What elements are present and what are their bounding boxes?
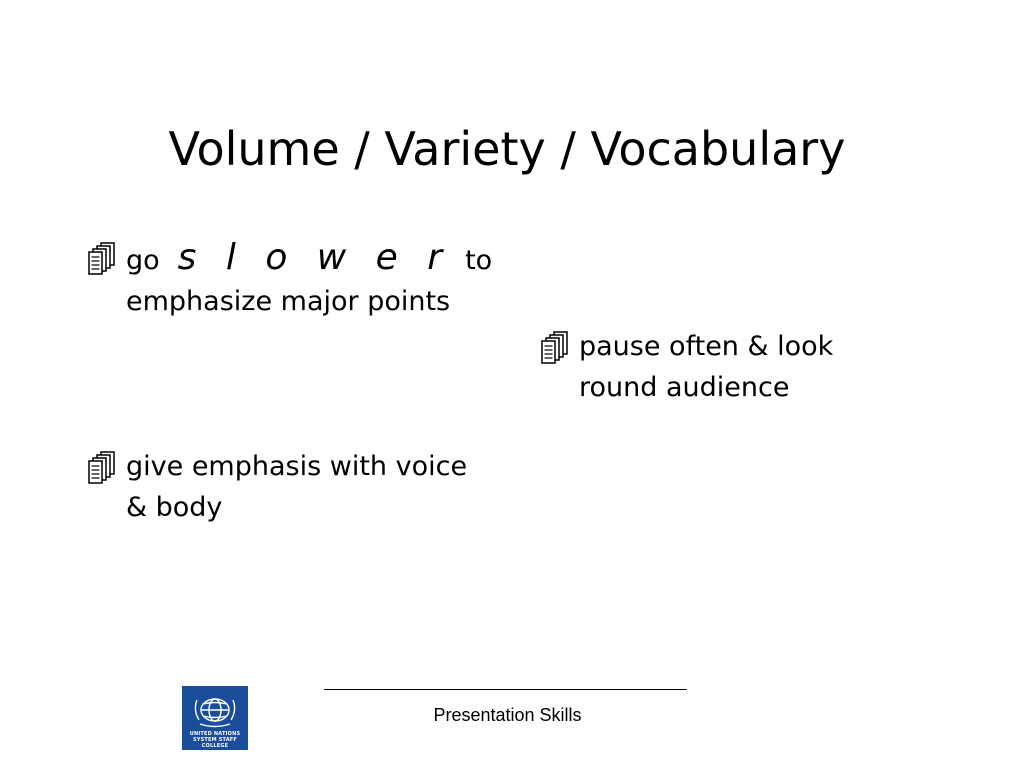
bullet-line-1: pause often & look bbox=[579, 331, 834, 362]
bullet-text-continuation: emphasize major points bbox=[126, 286, 451, 317]
stacked-pages-icon bbox=[88, 450, 118, 484]
footer-divider bbox=[324, 689, 687, 690]
bullet-line-1: give emphasis with voice bbox=[126, 451, 468, 482]
slide-title: Volume / Variety / Vocabulary bbox=[168, 122, 846, 176]
bullet-pause-often bbox=[579, 326, 889, 408]
un-staff-college-logo bbox=[182, 686, 248, 750]
logo-text-line-1: UNITED NATIONS bbox=[189, 731, 241, 737]
bullet-text-prefix: go bbox=[126, 245, 160, 276]
globe-emblem-icon bbox=[182, 686, 248, 732]
stacked-pages-icon bbox=[541, 330, 571, 364]
bullet-text-suffix: to bbox=[465, 245, 493, 276]
logo-text-line-2: SYSTEM STAFF COLLEGE bbox=[192, 737, 238, 749]
stacked-pages-icon bbox=[88, 241, 118, 275]
bullet-go-slower bbox=[126, 237, 526, 322]
bullet-line-2: round audience bbox=[579, 372, 790, 403]
footer-label: Presentation Skills bbox=[433, 705, 582, 725]
bullet-give-emphasis bbox=[126, 446, 526, 528]
slower-emphasis-word: s l o w e r bbox=[177, 237, 452, 278]
bullet-line-2: & body bbox=[126, 492, 223, 523]
